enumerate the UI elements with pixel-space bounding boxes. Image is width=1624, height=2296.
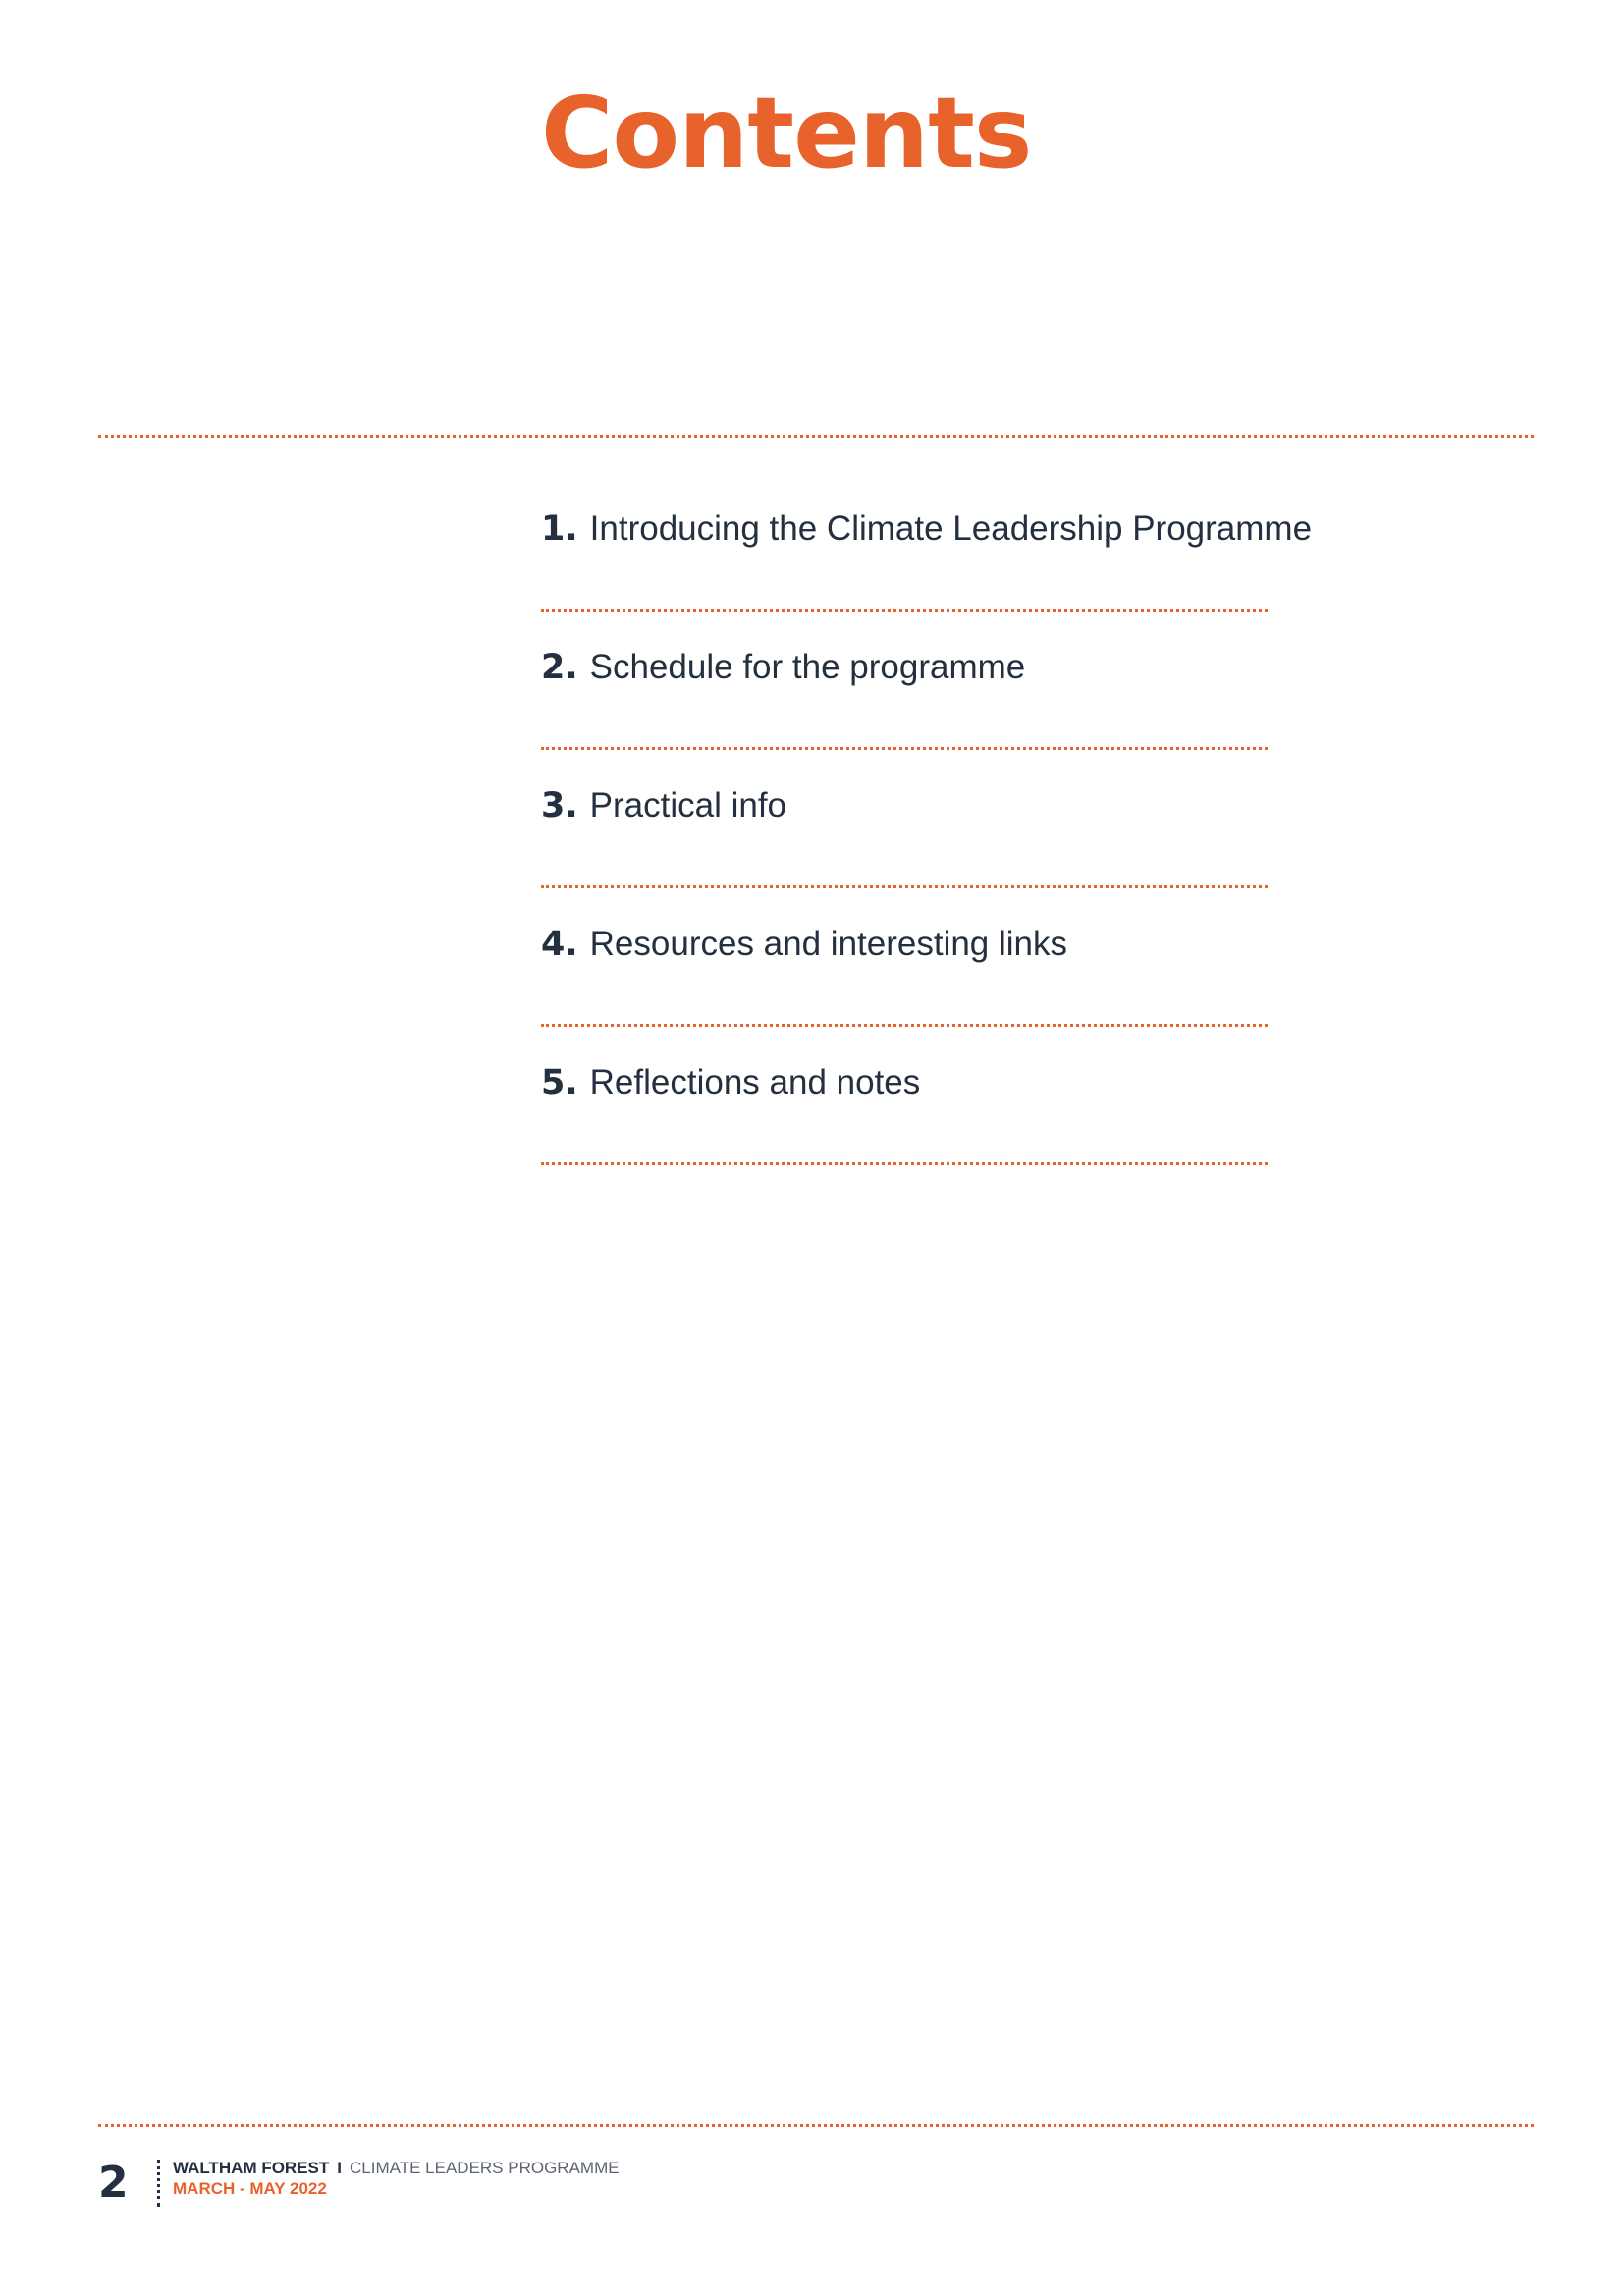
toc-label: Resources and interesting links bbox=[589, 925, 1068, 963]
toc-item-4[interactable] bbox=[541, 888, 1268, 1027]
footer-separator-line bbox=[157, 2160, 160, 2207]
table-of-contents bbox=[541, 473, 1313, 1165]
toc-entry bbox=[541, 787, 786, 826]
toc-number: 2. bbox=[541, 648, 578, 687]
footer-dates: MARCH - MAY 2022 bbox=[173, 2179, 327, 2198]
toc-item-3[interactable] bbox=[541, 750, 1268, 888]
top-divider bbox=[98, 435, 1534, 438]
toc-entry bbox=[541, 1064, 920, 1102]
toc-entry bbox=[541, 510, 1312, 549]
toc-label: Reflections and notes bbox=[589, 1063, 921, 1101]
toc-label: Introducing the Climate Leadership Programme bbox=[589, 509, 1313, 548]
footer-bar: I bbox=[337, 2159, 343, 2177]
toc-item-2[interactable] bbox=[541, 612, 1268, 750]
toc-number: 5. bbox=[541, 1063, 578, 1102]
toc-entry bbox=[541, 649, 1025, 687]
footer-line-1 bbox=[173, 2158, 620, 2178]
page-title: Contents bbox=[541, 76, 1032, 190]
bottom-divider bbox=[98, 2124, 1534, 2127]
toc-label: Practical info bbox=[589, 786, 787, 825]
toc-item-5[interactable] bbox=[541, 1027, 1268, 1165]
toc-number: 3. bbox=[541, 786, 578, 826]
toc-item-1[interactable] bbox=[541, 473, 1313, 612]
footer-text bbox=[173, 2158, 620, 2199]
toc-entry bbox=[541, 926, 1067, 964]
toc-number: 4. bbox=[541, 925, 578, 964]
toc-label: Schedule for the programme bbox=[589, 648, 1026, 686]
footer-programme: CLIMATE LEADERS PROGRAMME bbox=[350, 2159, 620, 2177]
footer-organisation: WALTHAM FOREST bbox=[173, 2159, 330, 2177]
toc-number: 1. bbox=[541, 509, 578, 549]
page-number: 2 bbox=[98, 2158, 129, 2208]
